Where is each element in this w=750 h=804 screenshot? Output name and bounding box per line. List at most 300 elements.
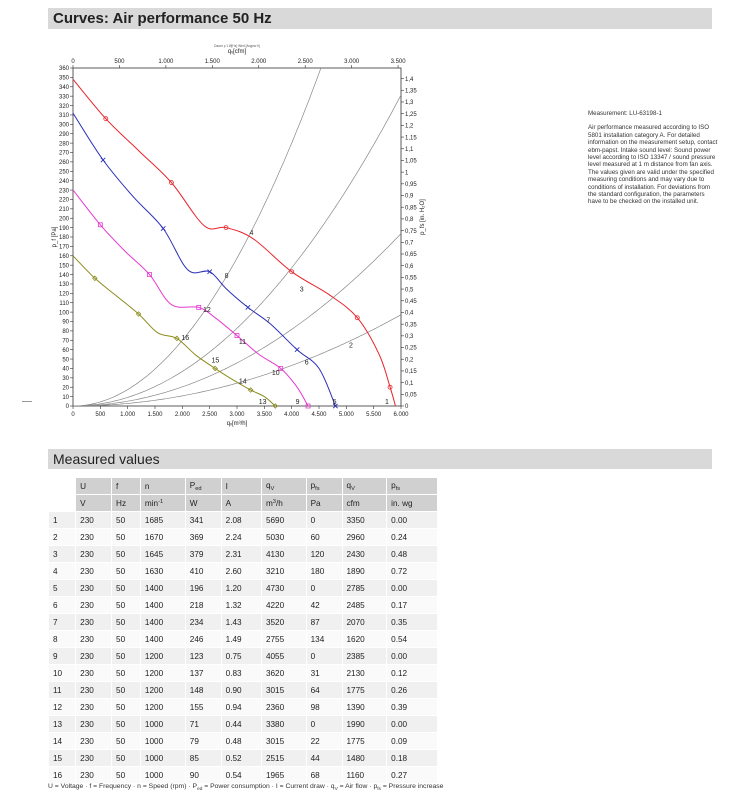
x-tick-label: 1.500 — [147, 412, 163, 418]
table-cell: 1200 — [140, 665, 185, 682]
measurement-description: Air performance measured according to ISO 5801 installation category A. For detailed information on the measurement setup, contact ebm-papst. Intake sound level: Sound power level according to ISO 13347 / sound pressure level measured at 1 m distance from fan axis. The values given are valid under the specified measuring conditions and may vary due to conditions of installation. For deviations from the standard configuration, the parameters have to be checked on the installed unit. — [588, 124, 718, 206]
table-cell: 230 — [76, 665, 112, 682]
table-cell: 379 — [185, 546, 221, 563]
table-cell: 2070 — [342, 614, 387, 631]
y2-tick-label: 0,95 — [405, 182, 417, 189]
table-row — [49, 767, 438, 784]
table-cell: 0.00 — [387, 648, 438, 665]
y-tick-label: 190 — [58, 225, 69, 232]
table-cell: 196 — [185, 580, 221, 597]
table-cell: 50 — [112, 767, 141, 784]
y-tick-label: 170 — [58, 244, 69, 251]
y-tick-label: 280 — [58, 141, 69, 148]
table-cell: 230 — [76, 580, 112, 597]
x2-tick-label: 3.000 — [344, 59, 360, 65]
y2-tick-label: 0,7 — [405, 240, 414, 247]
table-row — [49, 563, 438, 580]
y-tick-label: 50 — [62, 357, 69, 364]
table-cell: 31 — [306, 665, 342, 682]
table-cell: 0.48 — [387, 546, 438, 563]
table-cell: 50 — [112, 563, 141, 580]
y2-axis-label: p_fs [in. H₂O] — [420, 199, 426, 235]
column-header: U — [76, 478, 112, 495]
y-tick-label: 320 — [58, 103, 69, 110]
table-cell: 1200 — [140, 699, 185, 716]
table-cell: 230 — [76, 767, 112, 784]
table-row — [49, 614, 438, 631]
table-cell: 0.39 — [387, 699, 438, 716]
table-cell: 0.54 — [221, 767, 261, 784]
divider-mark — [22, 401, 32, 402]
table-cell: 71 — [185, 716, 221, 733]
table-cell: 4220 — [261, 597, 306, 614]
chart-svg — [0, 40, 426, 427]
x-tick-label: 3.000 — [229, 412, 245, 418]
table-row — [49, 597, 438, 614]
y2-tick-label: 0,5 — [405, 287, 414, 294]
x2-tick-label: 3.500 — [390, 59, 406, 65]
row-number: 6 — [49, 597, 76, 614]
y2-tick-label: 0,35 — [405, 322, 417, 329]
x2-tick-label: 0 — [71, 59, 75, 65]
point-label: 16 — [181, 335, 190, 343]
point-label: 13 — [258, 399, 267, 406]
table-cell: 98 — [306, 699, 342, 716]
table-cell: 120 — [306, 546, 342, 563]
y2-tick-label: 1 — [405, 170, 409, 177]
x-tick-label: 5.500 — [366, 412, 382, 418]
y2-tick-label: 0,3 — [405, 334, 414, 341]
y2-tick-label: 0,25 — [405, 345, 417, 352]
row-number: 8 — [49, 631, 76, 648]
table-cell: 230 — [76, 597, 112, 614]
y-tick-label: 70 — [62, 338, 69, 345]
table-cell: 1400 — [140, 631, 185, 648]
table-cell: 1620 — [342, 631, 387, 648]
table-cell: 1400 — [140, 597, 185, 614]
table-cell: 3015 — [261, 733, 306, 750]
y2-tick-label: 1,2 — [405, 123, 414, 130]
column-header: $q_V$ — [261, 478, 306, 495]
table-cell: 50 — [112, 699, 141, 716]
y2-tick-label: 0,65 — [405, 252, 417, 259]
y2-tick-label: 0,75 — [405, 228, 417, 235]
y2-tick-label: 1,25 — [405, 111, 417, 118]
y-tick-label: 10 — [62, 394, 69, 401]
table-cell: 1670 — [140, 529, 185, 546]
table-cell: 50 — [112, 597, 141, 614]
table-cell: 0.72 — [387, 563, 438, 580]
table-cell: 230 — [76, 750, 112, 767]
point-label: 4 — [249, 230, 254, 237]
table-cell: 79 — [185, 733, 221, 750]
table-cell: 3015 — [261, 682, 306, 699]
point-label: 8 — [224, 273, 229, 281]
column-header: $p_{fs}$ — [306, 478, 342, 495]
row-number: 4 — [49, 563, 76, 580]
point-label: 3 — [299, 286, 304, 294]
y2-tick-label: 0,6 — [405, 263, 414, 270]
table-cell: 230 — [76, 682, 112, 699]
table-cell: 230 — [76, 512, 112, 529]
y-tick-label: 30 — [62, 376, 69, 383]
table-cell: 64 — [306, 682, 342, 699]
y-tick-label: 160 — [58, 253, 69, 260]
point-label: 5 — [332, 399, 337, 406]
column-unit: A — [221, 495, 261, 512]
y-tick-label: 260 — [58, 160, 69, 167]
table-cell: 1.43 — [221, 614, 261, 631]
measured-values-table — [48, 477, 438, 784]
y-tick-label: 310 — [58, 113, 69, 120]
y-tick-label: 80 — [62, 329, 69, 336]
table-cell: 1480 — [342, 750, 387, 767]
row-number: 1 — [49, 512, 76, 529]
column-header: n — [140, 478, 185, 495]
table-cell: 87 — [306, 614, 342, 631]
table-cell: 148 — [185, 682, 221, 699]
table-cell: 341 — [185, 512, 221, 529]
table-cell: 50 — [112, 580, 141, 597]
table-cell: 0.24 — [387, 529, 438, 546]
table-row — [49, 733, 438, 750]
row-number: 2 — [49, 529, 76, 546]
y2-tick-label: 1,4 — [405, 76, 414, 83]
table-cell: 68 — [306, 767, 342, 784]
column-unit: Pa — [306, 495, 342, 512]
table-cell: 3210 — [261, 563, 306, 580]
table-cell: 1200 — [140, 648, 185, 665]
row-number: 9 — [49, 648, 76, 665]
header-blank — [49, 478, 76, 495]
column-unit: $\min^{-1}$ — [140, 495, 185, 512]
y2-tick-label: 1,05 — [405, 158, 417, 165]
table-cell: 0.35 — [387, 614, 438, 631]
table-cell: 230 — [76, 648, 112, 665]
table-cell: 1000 — [140, 716, 185, 733]
column-header: $p_{fs}$ — [387, 478, 438, 495]
table-cell: 2960 — [342, 529, 387, 546]
table-cell: 0.00 — [387, 716, 438, 733]
x2-tick-label: 2.000 — [251, 59, 267, 65]
y2-tick-label: 1,15 — [405, 135, 417, 142]
column-header: $P_{ed}$ — [185, 478, 221, 495]
y2-tick-label: 1,35 — [405, 88, 417, 95]
point-label: 11 — [238, 338, 247, 346]
table-cell: 1160 — [342, 767, 387, 784]
table-cell: 50 — [112, 512, 141, 529]
table-row — [49, 512, 438, 529]
table-cell: 0.52 — [221, 750, 261, 767]
y-tick-label: 20 — [62, 385, 69, 392]
page-title: Curves: Air performance 50 Hz — [48, 8, 712, 29]
y2-tick-label: 0,8 — [405, 217, 414, 224]
table-cell: 1630 — [140, 563, 185, 580]
abbreviation-legend: U = Voltage · f = Frequency · n = Speed $(rpm) \cdot P_{ed}$ = Power consumption · I = Current draw · $q_V$ = Air flow · $p_{fs}$ = Pressure increase — [48, 783, 444, 792]
table-cell: 50 — [112, 665, 141, 682]
row-number: 3 — [49, 546, 76, 563]
y-tick-label: 350 — [58, 75, 69, 82]
table-cell: 180 — [306, 563, 342, 580]
y-tick-label: 230 — [58, 188, 69, 195]
table-cell: 230 — [76, 529, 112, 546]
y2-tick-label: 0,85 — [405, 205, 417, 212]
table-cell: 3620 — [261, 665, 306, 682]
x-tick-label: 2.000 — [174, 412, 190, 418]
table-cell: 0.44 — [221, 716, 261, 733]
table-cell: 1390 — [342, 699, 387, 716]
x-tick-label: 6.000 — [393, 412, 409, 418]
table-row — [49, 631, 438, 648]
table-cell: 230 — [76, 631, 112, 648]
x-tick-label: 1.000 — [120, 412, 136, 418]
row-number: 11 — [49, 682, 76, 699]
chart-title: Dauer p 1 Ø[Hz] Wert [Angew h] — [214, 44, 260, 48]
table-cell: 0.00 — [387, 580, 438, 597]
table-header-row — [49, 478, 438, 495]
x-tick-label: 5.000 — [338, 412, 354, 418]
point-label: 1 — [385, 399, 389, 406]
table-cell: 137 — [185, 665, 221, 682]
table-cell: 0 — [306, 580, 342, 597]
table-cell: 1775 — [342, 682, 387, 699]
table-cell: 0.09 — [387, 733, 438, 750]
table-cell: 2130 — [342, 665, 387, 682]
table-cell: 230 — [76, 716, 112, 733]
table-cell: 42 — [306, 597, 342, 614]
table-cell: 1990 — [342, 716, 387, 733]
y-tick-label: 360 — [58, 66, 69, 73]
table-cell: 1000 — [140, 733, 185, 750]
y-tick-label: 300 — [58, 122, 69, 129]
table-cell: 230 — [76, 563, 112, 580]
table-cell: 4055 — [261, 648, 306, 665]
x2-tick-label: 1.500 — [204, 59, 220, 65]
y-axis-label: p_f [Pa] — [52, 226, 58, 248]
column-header: I — [221, 478, 261, 495]
column-header: f — [112, 478, 141, 495]
y2-tick-label: 0,1 — [405, 380, 414, 387]
table-cell: 1200 — [140, 682, 185, 699]
table-cell: 2755 — [261, 631, 306, 648]
table-cell: 0.17 — [387, 597, 438, 614]
row-number: 12 — [49, 699, 76, 716]
table-cell: 0.54 — [387, 631, 438, 648]
table-cell: 0.00 — [387, 512, 438, 529]
y2-tick-label: 0,4 — [405, 310, 414, 317]
y-tick-label: 330 — [58, 94, 69, 101]
table-cell: 234 — [185, 614, 221, 631]
table-cell: 230 — [76, 733, 112, 750]
y2-tick-label: 0,2 — [405, 357, 414, 364]
y-tick-label: 270 — [58, 150, 69, 157]
table-cell: 2.31 — [221, 546, 261, 563]
table-cell: 2385 — [342, 648, 387, 665]
x-tick-label: 4.500 — [311, 412, 327, 418]
table-cell: 369 — [185, 529, 221, 546]
x-tick-label: 3.500 — [256, 412, 272, 418]
table-cell: 2.60 — [221, 563, 261, 580]
x-tick-label: 0 — [71, 412, 75, 418]
table-cell: 50 — [112, 733, 141, 750]
row-number: 16 — [49, 767, 76, 784]
column-unit: $m^3/h$ — [261, 495, 306, 512]
table-cell: 1400 — [140, 614, 185, 631]
table-cell: 50 — [112, 546, 141, 563]
table-cell: 1.32 — [221, 597, 261, 614]
table-row — [49, 648, 438, 665]
table-cell: 0.18 — [387, 750, 438, 767]
table-cell: 90 — [185, 767, 221, 784]
table-cell: 2.08 — [221, 512, 261, 529]
table-cell: 0 — [306, 648, 342, 665]
table-cell: 0.27 — [387, 767, 438, 784]
measurement-note — [588, 110, 718, 206]
table-cell: 0 — [306, 716, 342, 733]
table-cell: 2360 — [261, 699, 306, 716]
y-tick-label: 0 — [65, 404, 69, 411]
y-tick-label: 120 — [58, 291, 69, 298]
table-cell: 50 — [112, 529, 141, 546]
column-header: $q_V$ — [342, 478, 387, 495]
table-cell: 2485 — [342, 597, 387, 614]
table-cell: 50 — [112, 750, 141, 767]
point-label: 9 — [295, 399, 300, 406]
table-cell: 2.24 — [221, 529, 261, 546]
table-cell: 218 — [185, 597, 221, 614]
table-cell: 0.90 — [221, 682, 261, 699]
x2-tick-label: 1.000 — [158, 59, 174, 65]
y2-tick-label: 0,45 — [405, 298, 417, 305]
table-cell: 5030 — [261, 529, 306, 546]
plot-frame — [73, 68, 401, 406]
column-unit: cfm — [342, 495, 387, 512]
table-cell: 0.12 — [387, 665, 438, 682]
y-tick-label: 150 — [58, 263, 69, 270]
column-unit: Hz — [112, 495, 141, 512]
measured-values-title: Measured values — [48, 449, 712, 469]
table-cell: 155 — [185, 699, 221, 716]
x-tick-label: 500 — [95, 412, 106, 418]
x2-axis-label: qᵥ[cfm] — [227, 49, 247, 55]
y-tick-label: 130 — [58, 282, 69, 289]
table-cell: 50 — [112, 631, 141, 648]
table-cell: 3520 — [261, 614, 306, 631]
table-cell: 0.75 — [221, 648, 261, 665]
table-cell: 0.83 — [221, 665, 261, 682]
y2-tick-label: 0,55 — [405, 275, 417, 282]
table-cell: 2430 — [342, 546, 387, 563]
row-number: 5 — [49, 580, 76, 597]
y2-tick-label: 0 — [405, 404, 409, 411]
table-cell: 1965 — [261, 767, 306, 784]
point-label: 15 — [211, 357, 220, 365]
table-cell: 230 — [76, 614, 112, 631]
table-cell: 1685 — [140, 512, 185, 529]
y-tick-label: 220 — [58, 197, 69, 204]
table-cell: 3350 — [342, 512, 387, 529]
table-cell: 4730 — [261, 580, 306, 597]
y-tick-label: 340 — [58, 84, 69, 91]
table-row — [49, 699, 438, 716]
column-unit: in. wg — [387, 495, 438, 512]
table-cell: 134 — [306, 631, 342, 648]
point-label: 6 — [304, 359, 309, 367]
y2-tick-label: 1,1 — [405, 146, 414, 153]
row-number: 10 — [49, 665, 76, 682]
table-cell: 230 — [76, 546, 112, 563]
table-cell: 85 — [185, 750, 221, 767]
units-blank — [49, 495, 76, 512]
table-cell: 230 — [76, 699, 112, 716]
table-cell: 1000 — [140, 750, 185, 767]
y-tick-label: 210 — [58, 207, 69, 214]
point-label: 14 — [238, 378, 247, 386]
table-row — [49, 580, 438, 597]
table-cell: 50 — [112, 716, 141, 733]
y-tick-label: 100 — [58, 310, 69, 317]
y-tick-label: 140 — [58, 272, 69, 279]
y-tick-label: 240 — [58, 178, 69, 185]
air-performance-chart — [0, 40, 426, 427]
table-row — [49, 529, 438, 546]
table-cell: 0.26 — [387, 682, 438, 699]
y-tick-label: 290 — [58, 131, 69, 138]
table-cell: 1.20 — [221, 580, 261, 597]
row-number: 15 — [49, 750, 76, 767]
point-label: 10 — [271, 369, 280, 377]
y2-tick-label: 0,9 — [405, 193, 414, 200]
table-row — [49, 750, 438, 767]
table-cell: 0.94 — [221, 699, 261, 716]
measurement-id: Measurement: LU-63198-1 — [588, 110, 662, 117]
y-tick-label: 180 — [58, 235, 69, 242]
table-cell: 50 — [112, 614, 141, 631]
x2-tick-label: 2.500 — [297, 59, 313, 65]
y2-tick-label: 0,15 — [405, 369, 417, 376]
table-cell: 1775 — [342, 733, 387, 750]
table-cell: 1890 — [342, 563, 387, 580]
y-tick-label: 250 — [58, 169, 69, 176]
y-tick-label: 40 — [62, 366, 69, 373]
point-label: 2 — [348, 342, 353, 350]
x-tick-label: 4.000 — [284, 412, 300, 418]
table-cell: 246 — [185, 631, 221, 648]
table-row — [49, 682, 438, 699]
row-number: 7 — [49, 614, 76, 631]
x-axis-label: qᵥ[m³/h] — [226, 421, 248, 427]
x-tick-label: 2.500 — [202, 412, 218, 418]
table-row — [49, 716, 438, 733]
table-cell: 3380 — [261, 716, 306, 733]
table-row — [49, 665, 438, 682]
column-unit: W — [185, 495, 221, 512]
table-units-row — [49, 495, 438, 512]
x2-tick-label: 500 — [114, 59, 125, 65]
table-row — [49, 546, 438, 563]
y-tick-label: 60 — [62, 347, 69, 354]
table-cell: 44 — [306, 750, 342, 767]
row-number: 13 — [49, 716, 76, 733]
table-cell: 0 — [306, 512, 342, 529]
table-cell: 22 — [306, 733, 342, 750]
table-cell: 5690 — [261, 512, 306, 529]
table-cell: 50 — [112, 682, 141, 699]
y-tick-label: 200 — [58, 216, 69, 223]
table-cell: 4130 — [261, 546, 306, 563]
table-cell: 2515 — [261, 750, 306, 767]
table-cell: 2785 — [342, 580, 387, 597]
